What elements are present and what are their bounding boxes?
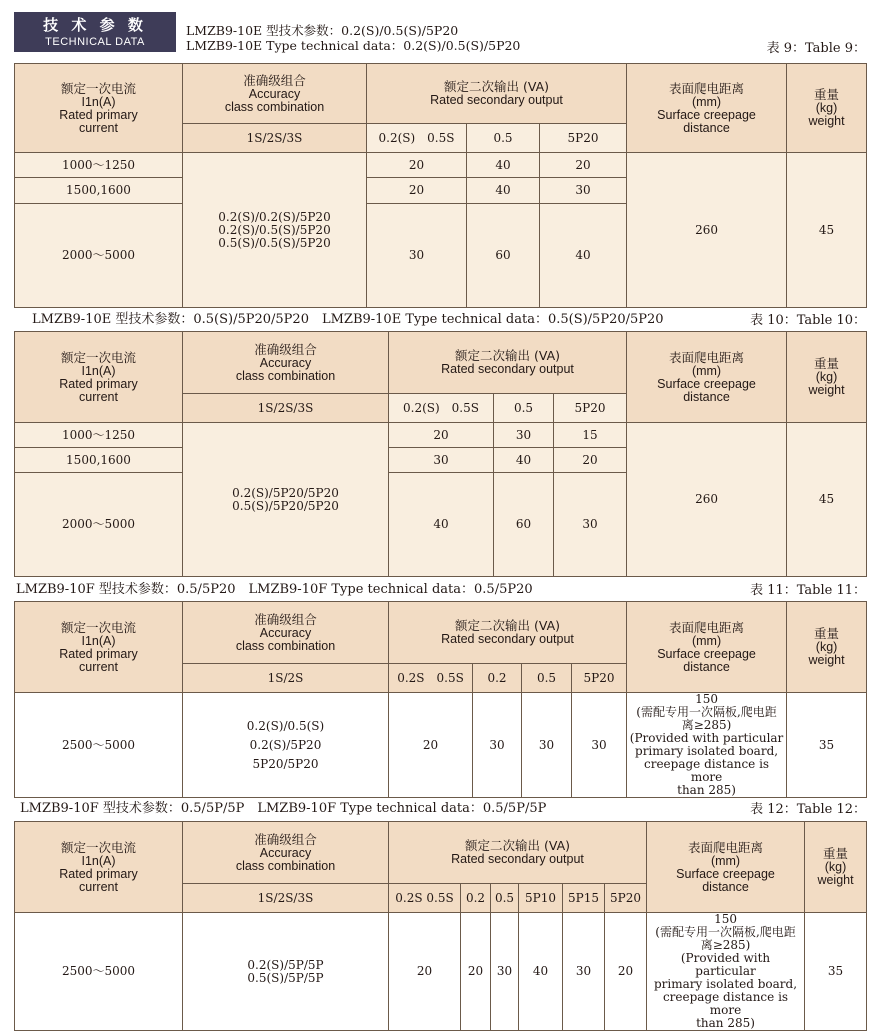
intro-line-cn: LMZB9-10E 型技术参数：0.2(S)/0.5(S)/5P20	[186, 23, 459, 38]
output-value: 20	[540, 153, 627, 178]
header-output: 额定二次输出 (VA) Rated secondary output	[389, 602, 627, 664]
table11-label: 表 11：Table 11：	[750, 583, 866, 598]
output-value: 30	[522, 693, 572, 798]
output-value: 20	[389, 693, 473, 798]
header-rated-primary: 额定一次电流 I1n(A) Rated primary current	[15, 332, 183, 423]
table-11	[14, 601, 867, 798]
header-creepage: 表面爬电距离 (mm) Surface creepage distance	[627, 602, 787, 693]
output-value: 30	[563, 913, 605, 1031]
subheader-accuracy: 1S/2S/3S	[183, 394, 389, 423]
subheader-output: 0.5	[522, 664, 572, 693]
header-accuracy: 准确级组合 Accuracy class combination	[183, 64, 367, 124]
output-value: 20	[367, 153, 467, 178]
subheader-output: 5P10	[519, 884, 563, 913]
header-creepage: 表面爬电距离 (mm) Surface creepage distance	[627, 64, 787, 153]
weight-value: 45	[787, 423, 867, 577]
subheader-output: 0.2S 0.5S	[389, 664, 473, 693]
accuracy-combos: 0.2(S)/5P/5P 0.5(S)/5P/5P	[183, 913, 389, 1031]
subheader-accuracy: 1S/2S/3S	[183, 124, 367, 153]
subheader-output: 0.2S 0.5S	[389, 884, 461, 913]
header-rated-primary: 额定一次电流 I1n(A) Rated primary current	[15, 64, 183, 153]
header-weight: 重量 (kg) weight	[787, 332, 867, 423]
header-accuracy: 准确级组合 Accuracy class combination	[183, 602, 389, 664]
row-current: 1500,1600	[15, 178, 183, 204]
subheader-accuracy: 1S/2S	[183, 664, 389, 693]
header-weight: 重量 (kg) weight	[787, 64, 867, 153]
row-current: 1500,1600	[15, 448, 183, 473]
subheader-output: 5P20	[554, 394, 627, 423]
output-value: 30	[572, 693, 627, 798]
row-current: 2000～5000	[15, 473, 183, 577]
table-10	[14, 331, 867, 577]
table9-label: 表 9：Table 9：	[766, 41, 866, 56]
subheader-output: 5P20	[572, 664, 627, 693]
header-output: 额定二次输出 (VA) Rated secondary output	[389, 822, 647, 884]
table12-label: 表 12：Table 12：	[750, 802, 866, 817]
creepage-note: 150 (需配专用一次隔板,爬电距 离≥285) (Provided with particular primary isolated board, creepage distance is more than 285)	[647, 913, 805, 1031]
output-value: 20	[367, 178, 467, 204]
output-value: 20	[605, 913, 647, 1031]
output-value: 40	[389, 473, 494, 577]
subheader-output: 0.2	[461, 884, 491, 913]
creepage-value: 260	[627, 423, 787, 577]
badge-title-en: TECHNICAL DATA	[45, 36, 145, 48]
badge-title-cn: 技 术 参 数	[43, 16, 147, 34]
header-rated-primary: 额定一次电流 I1n(A) Rated primary current	[15, 822, 183, 913]
subheader-output: 0.5	[491, 884, 519, 913]
row-current: 2500～5000	[15, 693, 183, 798]
header-output: 额定二次输出 (VA) Rated secondary output	[367, 64, 627, 124]
output-value: 40	[494, 448, 554, 473]
output-value: 30	[540, 178, 627, 204]
output-value: 30	[494, 423, 554, 448]
output-value: 30	[491, 913, 519, 1031]
table10-caption: LMZB9-10E 型技术参数：0.5(S)/5P20/5P20 LMZB9-10E Type technical data：0.5(S)/5P20/5P20	[32, 312, 664, 327]
weight-value: 35	[787, 693, 867, 798]
header-weight: 重量 (kg) weight	[805, 822, 867, 913]
output-value: 15	[554, 423, 627, 448]
output-value: 40	[467, 178, 540, 204]
output-value: 40	[540, 204, 627, 308]
accuracy-combos: 0.2(S)/0.5(S) 0.2(S)/5P20 5P20/5P20	[183, 693, 389, 798]
output-value: 40	[467, 153, 540, 178]
subheader-output: 5P20	[540, 124, 627, 153]
table10-label: 表 10：Table 10：	[750, 313, 866, 328]
header-accuracy: 准确级组合 Accuracy class combination	[183, 822, 389, 884]
subheader-output: 0.2	[473, 664, 522, 693]
weight-value: 45	[787, 153, 867, 308]
header-weight: 重量 (kg) weight	[787, 602, 867, 693]
output-value: 20	[554, 448, 627, 473]
header-accuracy: 准确级组合 Accuracy class combination	[183, 332, 389, 394]
output-value: 30	[389, 448, 494, 473]
weight-value: 35	[805, 913, 867, 1031]
header-creepage: 表面爬电距离 (mm) Surface creepage distance	[627, 332, 787, 423]
creepage-value: 260	[627, 153, 787, 308]
output-value: 30	[554, 473, 627, 577]
table12-caption: LMZB9-10F 型技术参数：0.5/5P/5P LMZB9-10F Type technical data：0.5/5P/5P	[20, 801, 547, 816]
subheader-output: 5P20	[605, 884, 647, 913]
section-badge	[14, 12, 176, 52]
table-9	[14, 63, 867, 308]
header-output: 额定二次输出 (VA) Rated secondary output	[389, 332, 627, 394]
row-current: 2500～5000	[15, 913, 183, 1031]
intro-line-en: LMZB9-10E Type technical data：0.2(S)/0.5(S)/5P20	[186, 38, 521, 53]
row-current: 1000～1250	[15, 423, 183, 448]
subheader-accuracy: 1S/2S/3S	[183, 884, 389, 913]
output-value: 20	[389, 913, 461, 1031]
output-value: 30	[473, 693, 522, 798]
output-value: 60	[467, 204, 540, 308]
header-rated-primary: 额定一次电流 I1n(A) Rated primary current	[15, 602, 183, 693]
subheader-output: 0.5	[467, 124, 540, 153]
accuracy-combos: 0.2(S)/5P20/5P20 0.5(S)/5P20/5P20	[183, 423, 389, 577]
output-value: 20	[389, 423, 494, 448]
table11-caption: LMZB9-10F 型技术参数：0.5/5P20 LMZB9-10F Type technical data：0.5/5P20	[16, 582, 533, 597]
output-value: 40	[519, 913, 563, 1031]
header-creepage: 表面爬电距离 (mm) Surface creepage distance	[647, 822, 805, 913]
subheader-output: 0.2(S) 0.5S	[389, 394, 494, 423]
row-current: 2000～5000	[15, 204, 183, 308]
accuracy-combos: 0.2(S)/0.2(S)/5P20 0.2(S)/0.5(S)/5P20 0.5(S)/0.5(S)/5P20	[183, 153, 367, 308]
subheader-output: 5P15	[563, 884, 605, 913]
output-value: 20	[461, 913, 491, 1031]
output-value: 60	[494, 473, 554, 577]
subheader-output: 0.2(S) 0.5S	[367, 124, 467, 153]
output-value: 30	[367, 204, 467, 308]
row-current: 1000～1250	[15, 153, 183, 178]
table-12	[14, 821, 867, 1031]
subheader-output: 0.5	[494, 394, 554, 423]
creepage-note: 150 (需配专用一次隔板,爬电距 离≥285) (Provided with particular primary isolated board, creepage distance is more than 285)	[627, 693, 787, 798]
